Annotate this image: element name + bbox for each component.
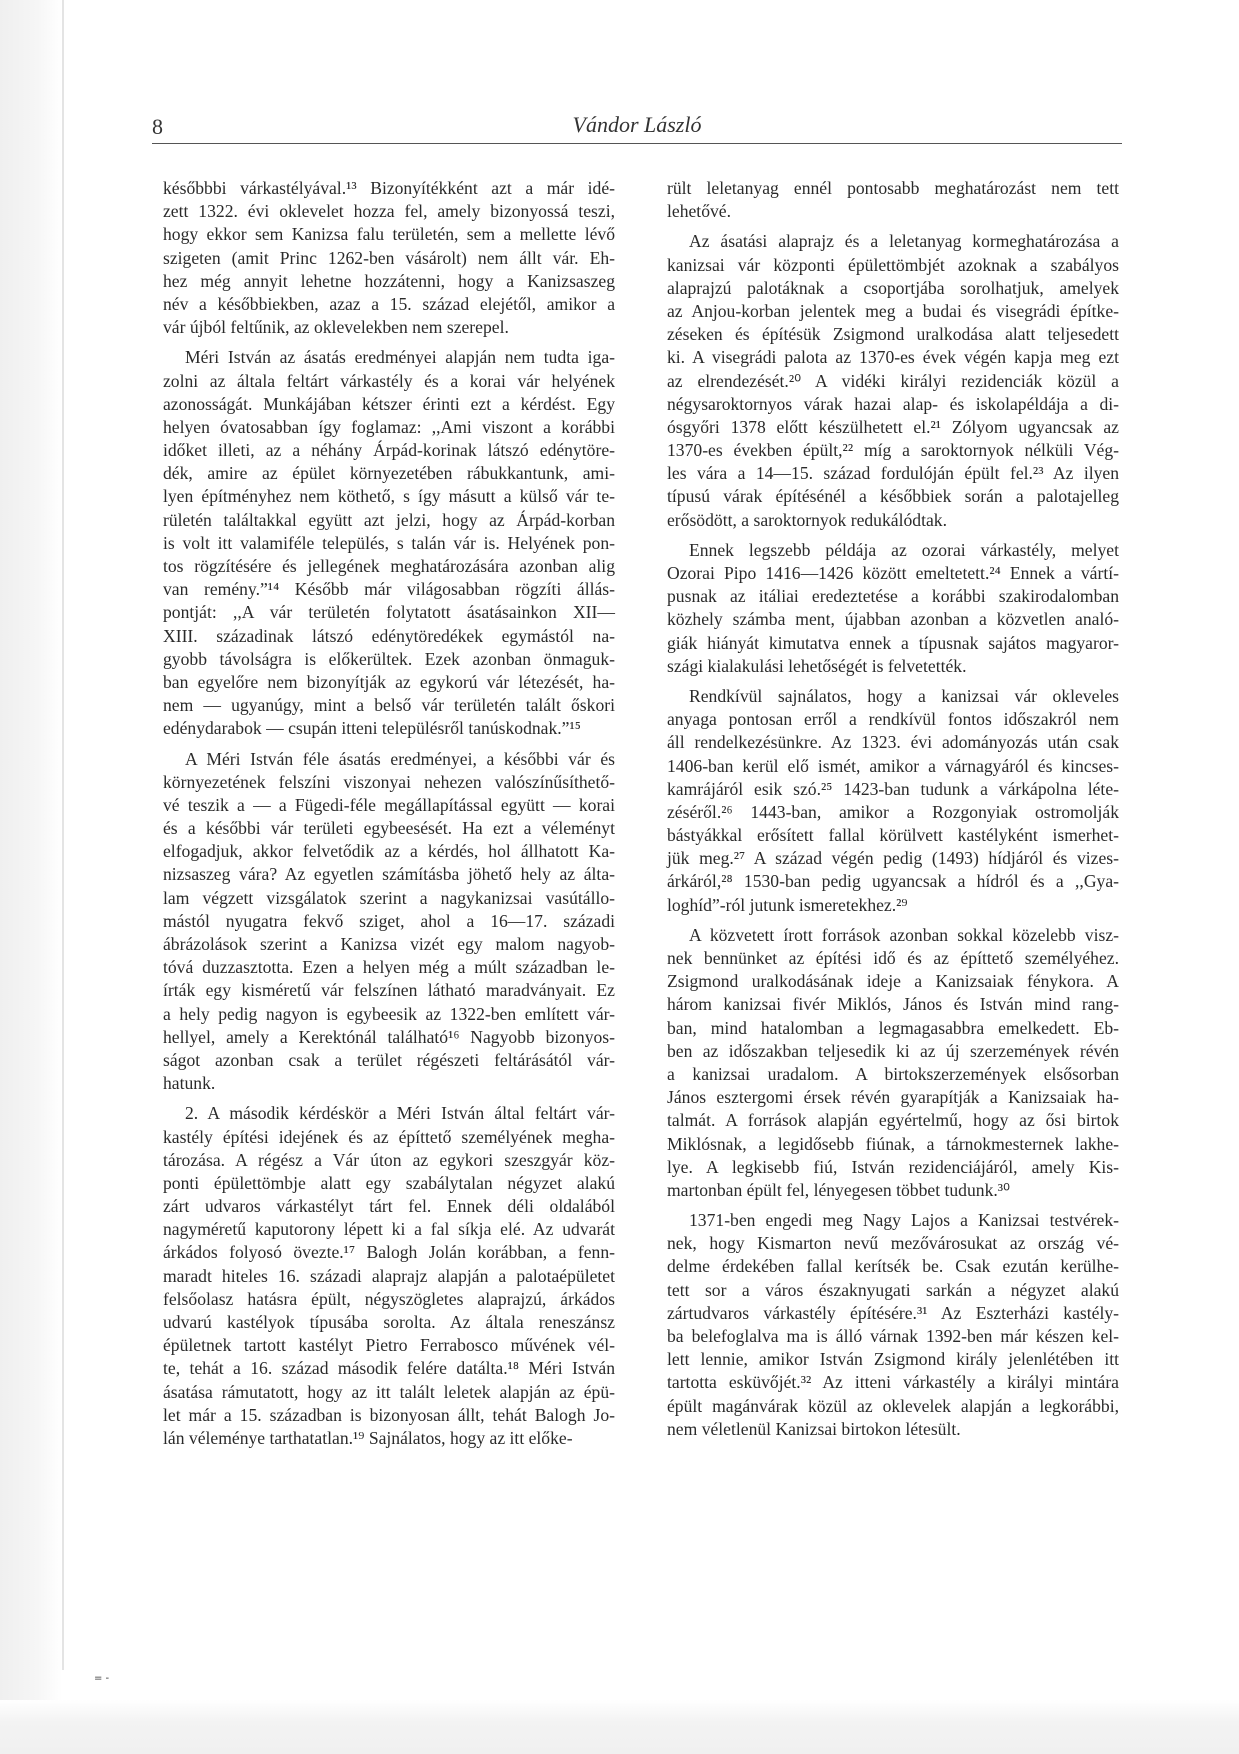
text-line: időket illeti, az a néhány Árpád-korinak látszó edénytöre-: [163, 440, 615, 461]
text-line: a kanizsai uradalom. A birtokszerzemények elsősorban: [667, 1063, 1119, 1084]
text-line: zárt udvaros várkastélyt tárt fel. Ennek déli oldalából: [163, 1196, 615, 1217]
text-line: ponti épülettömbje alatt egy szabálytalan négyzet alakú: [163, 1172, 615, 1193]
text-line: felsőolasz hatásra épült, négyszögletes alaprajzú, árkádos: [163, 1288, 615, 1309]
text-line: nizsaszeg vára? Az egyetlen számításba jöhető hely az álta-: [163, 864, 615, 885]
text-line: és a későbbi vár területi egybeesését. Ha ezt a véleményt: [163, 818, 615, 839]
text-line: A Méri István féle ásatás eredményei, a későbbi vár és: [185, 748, 615, 769]
paragraph: [163, 1102, 615, 1450]
text-line: ban, mind hatalomban a legmagasabbra emelkedett. Eb-: [667, 1017, 1119, 1038]
text-line: jük meg.²⁷ A század végén pedig (1493) hídjáról és vizes-: [667, 848, 1119, 869]
text-line: rült leletanyag ennél pontosabb meghatározást nem tett: [667, 178, 1119, 198]
text-line: alaprajzú palotáknak a csoportjába sorolhatjuk, amelyek: [667, 277, 1119, 298]
text-line: zártudvaros várkastély építésére.³¹ Az Eszterházi kastély-: [667, 1302, 1119, 1323]
text-line: zolni az általa feltárt várkastély és a korai vár helyének: [163, 370, 615, 391]
text-line: közhely számba ment, újabban azonban a közvetlen analó-: [667, 609, 1119, 630]
text-line: írták egy kisméretű vár felszínen látható maradványait. Ez: [163, 980, 615, 1001]
paragraph-gap: [163, 339, 615, 346]
text-line: A közvetett írott források azonban sokkal közelebb visz-: [689, 924, 1119, 945]
text-line: hatunk.: [163, 1073, 216, 1094]
text-line: három kanizsai fivér Miklós, János és István mind rang-: [667, 994, 1119, 1015]
text-line: az Anjou-korban jelentek meg a budai és visegrádi építke-: [667, 300, 1119, 321]
text-line: loghíd”-ról jutunk ismeretekhez.²⁹: [667, 894, 908, 915]
text-line: tartotta esküvőjét.³² Az itteni várkastély a királyi mintára: [667, 1372, 1119, 1393]
text-line: les vára a 14—15. század fordulóján épült fel.²³ Az ilyen: [667, 463, 1119, 484]
text-line: szigeten (amit Princ 1262-ben vásárolt) nem állt vár. Eh-: [163, 247, 615, 268]
paragraph-gap: [163, 1095, 615, 1102]
text-line: 1371-ben engedi meg Nagy Lajos a Kanizsai testvérek-: [689, 1210, 1119, 1231]
scan-margin-shadow: [0, 0, 62, 1754]
text-line: Zsigmond uralkodásának ideje a Kanizsaiak fénykora. A: [667, 971, 1119, 992]
paragraph-gap: [667, 532, 1119, 539]
text-line: is volt itt valamiféle település, s talán vár is. Helyének pon-: [163, 532, 615, 553]
text-line: áll rendelkezésünkre. Az 1323. évi adományozás után csak: [667, 732, 1119, 753]
text-line: delme érdekében fallal kerítsék be. Csak ezután kerülhe-: [667, 1256, 1119, 1277]
text-line: talmát. A források alapján egyértelmű, hogy az ősi birtok: [667, 1110, 1119, 1131]
paragraph-gap: [667, 1202, 1119, 1209]
text-line: martonban épült fel, lényegesen többet tudunk.³⁰: [667, 1179, 1011, 1200]
text-line: gyobb távolságra is előkerültek. Ezek azonban önmaguk-: [163, 648, 615, 669]
text-line: kamrájáról esik szó.²⁵ 1423-ban tudunk a várkápolna léte-: [667, 778, 1119, 799]
running-head-author: Vándor László: [572, 112, 702, 137]
text-line: hez még annyit lehetne hozzátenni, hogy a Kanizsaszeg: [163, 270, 615, 291]
text-line: Az ásatási alaprajz és a leletanyag kormeghatározása a: [689, 231, 1119, 252]
text-line: lam végzett vizsgálatok szerint a nagykanizsai vasútállo-: [163, 887, 615, 908]
text-line: János esztergomi érsek révén gyarapítják a Kanizsaiak ha-: [667, 1087, 1119, 1108]
text-line: a hely pedig nagyon is egybeesik az 1322-ben említett vár-: [163, 1003, 615, 1024]
text-line: let már a 15. században is bizonyosan állt, tehát Balogh Jo-: [163, 1404, 615, 1425]
text-line: zéseken és építésük Zsigmond uralkodása alatt teljesedett: [667, 324, 1119, 345]
text-line: van remény.”¹⁴ Később már világosabban rögzíti állás-: [163, 579, 615, 600]
page-header: [152, 112, 1122, 142]
text-line: lyen építményhez nem köthető, s így másutt a külső vár te-: [163, 486, 615, 507]
text-line: tározása. A régész a Vár úton az egykori szeszgyár köz-: [163, 1149, 615, 1170]
text-line: vé teszik a — a Fügedi-féle megállapítással együtt — korai: [163, 794, 615, 815]
text-line: azonosságát. Munkájában kétszer érinti ezt a kérdést. Egy: [163, 393, 615, 414]
text-line: az elrendezését.²⁰ A vidéki királyi rezidenciák közül a: [667, 370, 1119, 391]
text-line: tóvá duzzasztotta. Ezen a helyen még a múlt században le-: [163, 957, 615, 978]
paragraph-gap: [667, 223, 1119, 230]
text-line: nek, hogy Kismarton nevű mezővárosukat az ország vé-: [667, 1233, 1119, 1254]
text-line: giák hiányát kimutatva ennek a típusnak sajátos magyaror-: [667, 632, 1119, 653]
text-line: 1406-ban kerül elő ismét, amikor a várnagyáról és kincses-: [667, 755, 1119, 776]
text-line: nagyméretű kaputorony lépett ki a fal síkja elé. Az udvarát: [163, 1219, 615, 1240]
paragraph-gap: [667, 917, 1119, 924]
paragraph: [667, 1209, 1119, 1441]
paragraph-gap: [667, 678, 1119, 685]
paragraph: [163, 177, 615, 339]
paragraph: [667, 685, 1119, 917]
text-line: mástól nyugatra fekvő sziget, ahol a 16—17. századi: [163, 910, 615, 931]
text-line: hogy ekkor sem Kanizsa falu területén, sem a mellette lévő: [163, 224, 615, 245]
text-line: zett 1322. évi oklevelet hozza fel, amely bizonyossá teszi,: [163, 201, 615, 222]
text-line: lye. A legkisebb fiú, István rezidenciájáról, amely Kis-: [667, 1156, 1119, 1177]
text-line: udvarú kastélyok típusába sorolta. Az általa reneszánsz: [163, 1312, 615, 1332]
text-line: pontját: ,,A vár területén folytatott ásatásainkon XII—: [163, 602, 615, 623]
paragraph: [667, 177, 1119, 223]
paragraph: [667, 924, 1119, 1202]
text-line: nem — ugyanúgy, mint a belső vár területén talált őskori: [163, 695, 615, 716]
text-line: XIII. századinak látszó edénytöredékek egymástól na-: [163, 625, 615, 646]
paragraph: [667, 230, 1119, 531]
text-line: kastély építési idejének és az építtető személyének megha-: [163, 1126, 615, 1147]
text-line: szági kialakulási lehetőségét is felvetették.: [667, 655, 967, 676]
text-line: környezetének felszíni viszonyai nehezen valószínűsíthető-: [163, 771, 615, 792]
text-line: ba belefoglalva ma is álló várnak 1392-ben már készen kel-: [667, 1326, 1119, 1346]
left-column: [163, 177, 615, 1450]
header-rule: [152, 143, 1122, 144]
text-line: ásatása rámutatott, hogy az itt talált leletek alapján az épü-: [163, 1381, 615, 1402]
text-line: lehetővé.: [667, 201, 731, 222]
text-line: dék, amire az épület környezetében rábukkantunk, ami-: [163, 463, 615, 484]
scan-artifact-mark: = -: [94, 1673, 110, 1684]
text-line: lán véleménye tarthatatlan.¹⁹ Sajnálatos, hogy az itt előke-: [163, 1427, 573, 1448]
scan-bottom-shadow: [0, 1700, 1239, 1754]
page-number: 8: [152, 114, 163, 139]
paragraph: [163, 346, 615, 740]
paragraph: [163, 748, 615, 1096]
text-line: hellyel, amely a Kerektónál található¹⁶ Nagyobb bizonyos-: [163, 1026, 615, 1047]
text-line: négysaroktornyos várak hazai alap- és iskolapéldája a di-: [667, 393, 1119, 414]
text-line: ósgyőri 1378 előtt készülhetett el.²¹ Zólyom ugyancsak az: [667, 416, 1119, 437]
text-line: tos rögzítésére és jellegének meghatározására azonban alig: [163, 556, 615, 576]
text-line: te, tehát a 16. század második felére datálta.¹⁸ Méri István: [163, 1358, 615, 1379]
text-line: típusú várak építésénél a későbbiek során a palotajelleg: [667, 486, 1119, 507]
text-line: épületnek tartott kastélyt Pietro Ferrabosco művének vél-: [163, 1335, 615, 1356]
text-line: épült magánvárak közül az oklevelek alapján a legkorábbi,: [667, 1395, 1119, 1416]
text-line: Ozorai Pipo 1416—1426 között emeltetett.²⁴ Ennek a vártí-: [667, 563, 1119, 583]
text-line: maradt hiteles 16. századi alaprajz alapján a palotaépületet: [163, 1265, 615, 1286]
text-line: ábrázolások szerint a Kanizsa vizét egy malom nagyob-: [163, 934, 615, 954]
text-line: zéséről.²⁶ 1443-ban, amikor a Rozgonyiak ostromolják: [667, 801, 1119, 822]
text-line: bástyákkal erősített fallal körülvett kastélyként ismerhet-: [667, 825, 1119, 846]
text-line: 2. A második kérdéskör a Méri István által feltárt vár-: [185, 1103, 615, 1124]
text-line: név a későbbiekben, azaz a 15. század elejétől, amikor a: [163, 293, 615, 314]
text-line: 1370-es években épült,²² míg a saroktornyok nélküli Vég-: [667, 440, 1119, 461]
text-line: árkáról,²⁸ 1530-ban pedig ugyancsak a hídról és a ,,Gya-: [667, 871, 1119, 892]
text-line: Ennek legszebb példája az ozorai várkastély, melyet: [689, 539, 1119, 560]
text-line: tett sor a város északnyugati sarkán a négyzet alakú: [667, 1279, 1119, 1300]
text-line: későbbbi várkastélyával.¹³ Bizonyítékként azt a már idé-: [163, 178, 615, 198]
right-column: [667, 177, 1119, 1441]
text-line: edénydarabok — csupán itteni településről tanúskodnak.”¹⁵: [163, 718, 581, 739]
text-line: árkádos folyosó övezte.¹⁷ Balogh Jolán korábban, a fenn-: [163, 1242, 615, 1263]
text-line: ságot azonban csak a terület régészeti feltárásától vár-: [163, 1049, 615, 1070]
text-line: anyaga pontosan erről a rendkívül fontos időszakról nem: [667, 709, 1119, 730]
text-line: pusnak az itáliai eredeztetése a korábbi szakirodalomban: [667, 586, 1119, 607]
scan-page-edge: [62, 0, 64, 1670]
text-line: erősödött, a saroktornyok redukálódtak.: [667, 509, 947, 530]
text-line: vár újból feltűnik, az oklevelekben nem szerepel.: [163, 317, 509, 338]
text-line: Méri István az ásatás eredményei alapján nem tudta iga-: [185, 347, 615, 368]
text-line: ban egyelőre nem bizonyítják az egykorú vár létezését, ha-: [163, 671, 615, 692]
text-line: nem véletlenül Kanizsai birtokon létesült.: [667, 1418, 961, 1439]
paragraph-gap: [163, 741, 615, 748]
text-line: elfogadjuk, akkor felvetődik az a kérdés, hol állhatott Ka-: [163, 841, 615, 862]
text-line: ki. A visegrádi palota az 1370-es évek végén kapja meg ezt: [667, 347, 1119, 368]
text-line: rületén találtakkal együtt azt jelzi, hogy az Árpád-korban: [163, 509, 615, 530]
text-line: kanizsai vár központi épülettömbjét azoknak a szabályos: [667, 254, 1119, 275]
text-line: helyen óvatosabban így foglamaz: ,,Ami viszont a korábbi: [163, 416, 615, 437]
paragraph: [667, 539, 1119, 678]
text-line: nek bennünket az építési idő és az építtető személyéhez.: [667, 948, 1119, 968]
text-line: Miklósnak, a legidősebb fiúnak, a tárnokmesternek lakhe-: [667, 1133, 1119, 1154]
text-line: ben az időszakban teljesedik ki az új szerzemények révén: [667, 1040, 1119, 1061]
text-line: lett lennie, amikor István Zsigmond király jelenlétében itt: [667, 1349, 1119, 1370]
text-line: Rendkívül sajnálatos, hogy a kanizsai vár okleveles: [689, 685, 1119, 706]
